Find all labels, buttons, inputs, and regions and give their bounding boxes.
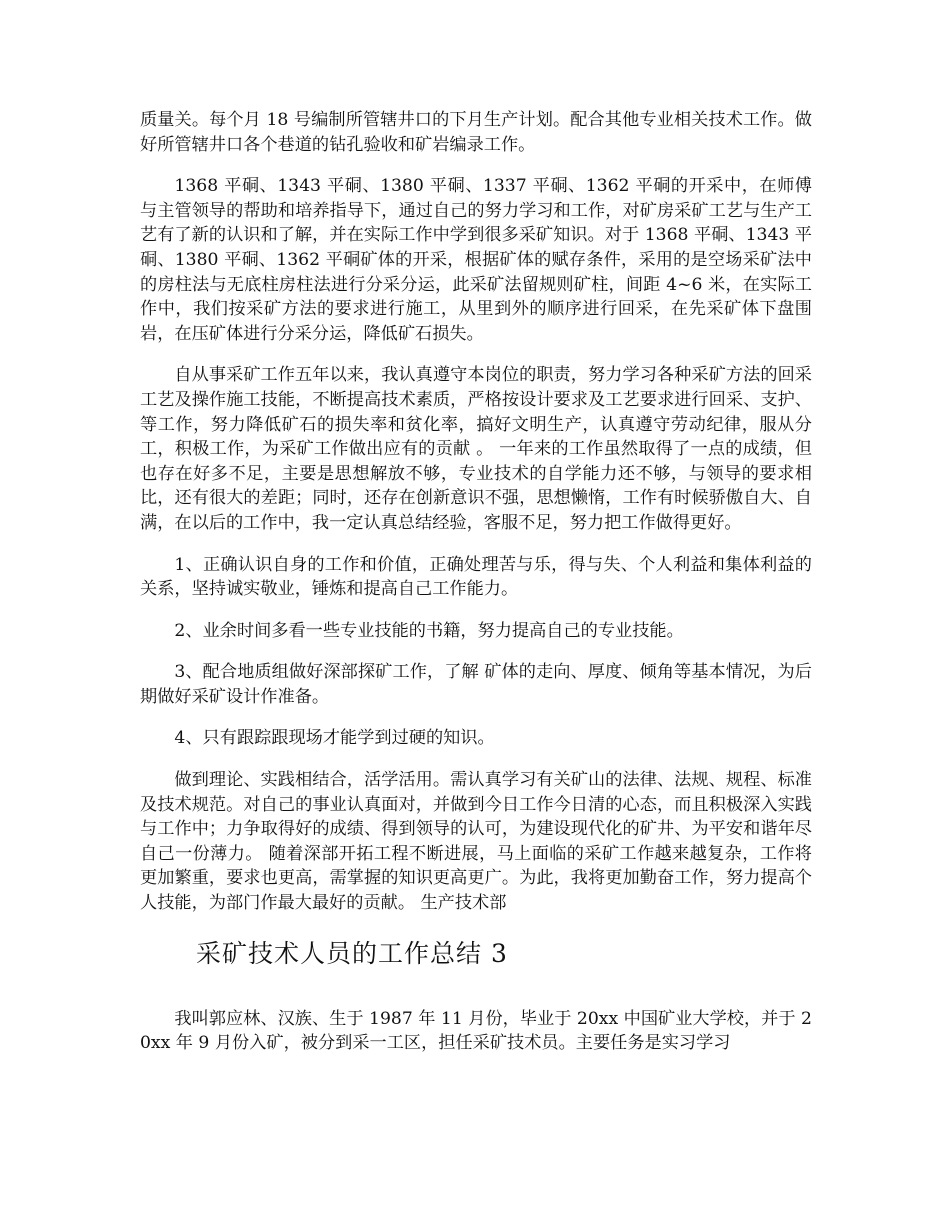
paragraph: 4、只有跟踪跟现场才能学到过硬的知识。 xyxy=(174,728,495,749)
paragraph: 自从事采矿工作五年以来，我认真遵守本岗位的职责，努力学习各种采矿方法的回采工艺及操作施工技能，不断提高技术素质，严格按设计要求及工艺要求进行回采、支护、等工作，努力降低矿石的损失率和贫化率，搞好文明生产，认真遵守劳动纪律，服从分工，积极工作，为采矿工作做出应有的贡献 。 一年来的工作虽然取得了一点的成绩，但也存在好多不足，主要是思想解放不够，专业技术的自学能力还不够，与领导的要求相比，还有很大的差距；同时，还存在创新意识不强，思想懒惰，工作有时候骄傲自大、自满，在以后的工作中，我一定认真总结经验，客服不足，努力把工作做得更好。 xyxy=(140,365,812,533)
paragraph: 3、配合地质组做好深部探矿工作，了解 矿体的走向、厚度、倾角等基本情况，为后期做好采矿设计作准备。 xyxy=(140,662,812,707)
paragraph: 1368 平硐、1343 平硐、1380 平硐、1337 平硐、1362 平硐的开采中，在师傅与主管领导的帮助和培养指导下，通过自己的努力学习和工作，对矿房采矿工艺与生产工艺有了新的认识和了解，并在实际工作中学到很多采矿知识。对于 1368 平硐、1343 平硐、1380 平硐、1362 平硐矿体的开采，根据矿体的赋存条件，采用的是空场采矿法中的房柱法与无底柱房柱法进行分采分运，此采矿法留规则矿柱，间距 4~6 米，在实际工作中，我们按采矿方法的要求进行施工，从里到外的顺序进行回采，在先采矿体下盘围岩，在压矿体进行分采分运，降低矿石损失。 xyxy=(140,176,812,344)
paragraph: 我叫郭应林、汉族、生于 1987 年 11 月份，毕业于 20xx 中国矿业大学校，并于 20xx 年 9 月份入矿，被分到采一工区，担任采矿技术员。主要任务是实习学习 xyxy=(140,1008,812,1054)
paragraph: 1、正确认识自身的工作和价值，正确处理苦与乐，得与失、个人利益和集体利益的关系，坚持诚实敬业，锤炼和提高自己工作能力。 xyxy=(140,554,812,600)
document-page xyxy=(140,108,812,1073)
section-title: 采矿技术人员的工作总结 3 xyxy=(196,938,508,968)
body-text-before-heading xyxy=(140,108,812,916)
body-text-after-heading xyxy=(140,1007,812,1056)
heading-spacer xyxy=(140,970,812,1007)
paragraph: 质量关。每个月 18 号编制所管辖井口的下月生产计划。配合其他专业相关技术工作。做好所管辖井口各个巷道的钻孔验收和矿岩编录工作。 xyxy=(140,110,812,155)
paragraph: 2、业余时间多看一些专业技能的书籍，努力提高自己的专业技能。 xyxy=(174,620,684,641)
paragraph: 做到理论、实践相结合，活学活用。需认真学习有关矿山的法律、法规、规程、标准及技术规范。对自己的事业认真面对，并做到今日工作今日清的心态，而且积极深入实践与工作中；力争取得好的成绩、得到领导的认可，为建设现代化的矿井、为平安和谐年尽自己一份薄力。 随着深部开拓工程不断进展，马上面临的采矿工作越来越复杂，工作将更加繁重，要求也更高，需掌握的知识更高更广。为此，我将更加勤奋工作，努力提高个人技能，为部门作最大最好的贡献。 生产技术部 xyxy=(140,770,812,914)
